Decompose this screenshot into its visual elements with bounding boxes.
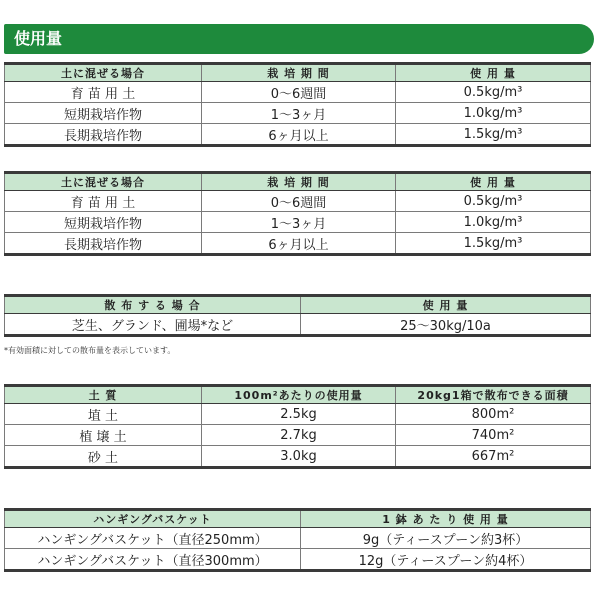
table-cell: 長期栽培作物 [5,233,202,255]
table-cell: 短期栽培作物 [5,212,202,233]
table-cell: 短期栽培作物 [5,103,202,124]
column-header: 栽 培 期 間 [202,64,396,82]
table-cell: 1.0kg/m³ [396,212,591,233]
table-row [5,212,591,233]
table-cell: 砂 土 [5,446,202,468]
table-cell: 0～6週間 [202,191,396,212]
table-header-row [5,510,591,528]
table-cell: ハンギングバスケット（直径300mm） [5,549,301,571]
table-cell: 667m² [396,446,591,468]
column-header: 土に混ぜる場合 [5,64,202,82]
usage-table-mix-1 [4,62,591,147]
table-cell: ハンギングバスケット（直径250mm） [5,528,301,549]
table-cell: 1.5kg/m³ [396,233,591,255]
column-header: 散 布 す る 場 合 [5,296,301,314]
table-cell: 1～3ヶ月 [202,103,396,124]
table-header-row [5,296,591,314]
usage-table-hanging-basket [4,508,591,572]
table-cell: 植 壌 土 [5,425,202,446]
table-row [5,404,591,425]
footnote: *有効面積に対しての散布量を表示しています。 [4,346,176,355]
table-cell: 1.0kg/m³ [396,103,591,124]
table-cell: 6ヶ月以上 [202,233,396,255]
table-cell: 2.7kg [202,425,396,446]
table-cell: 育 苗 用 土 [5,191,202,212]
table-cell: 1～3ヶ月 [202,212,396,233]
table-row [5,528,591,549]
table-cell: 740m² [396,425,591,446]
table-row [5,549,591,571]
table-row [5,82,591,103]
table-cell: 0.5kg/m³ [396,191,591,212]
table-row [5,124,591,146]
table-row [5,314,591,336]
table-cell: 2.5kg [202,404,396,425]
column-header: 土 質 [5,386,202,404]
table-cell: 埴 土 [5,404,202,425]
table-header-row [5,386,591,404]
table-cell: 育 苗 用 土 [5,82,202,103]
usage-table-spread [4,294,591,337]
table-row [5,103,591,124]
column-header: 使 用 量 [301,296,591,314]
table-row [5,446,591,468]
table-cell: 芝生、グランド、圃場*など [5,314,301,336]
table-row [5,233,591,255]
table-row [5,191,591,212]
column-header: 使 用 量 [396,64,591,82]
table-cell: 長期栽培作物 [5,124,202,146]
table-header-row [5,173,591,191]
table-cell: 25～30kg/10a [301,314,591,336]
usage-table-soil [4,384,591,469]
table-cell: 800m² [396,404,591,425]
table-header-row [5,64,591,82]
column-header: 100m²あたりの使用量 [202,386,396,404]
column-header: 使 用 量 [396,173,591,191]
column-header: 20kg1箱で散布できる面積 [396,386,591,404]
table-cell: 0.5kg/m³ [396,82,591,103]
section-header [4,24,594,54]
table-cell: 1.5kg/m³ [396,124,591,146]
usage-table-mix-2 [4,171,591,256]
column-header: 土に混ぜる場合 [5,173,202,191]
table-row [5,425,591,446]
table-cell: 3.0kg [202,446,396,468]
table-cell: 0～6週間 [202,82,396,103]
column-header: ハンギングバスケット [5,510,301,528]
table-cell: 12g（ティースプーン約4杯） [301,549,591,571]
column-header: 栽 培 期 間 [202,173,396,191]
section-title: 使用量 [14,29,63,48]
table-cell: 6ヶ月以上 [202,124,396,146]
column-header: 1 鉢 あ た り 使 用 量 [301,510,591,528]
table-cell: 9g（ティースプーン約3杯） [301,528,591,549]
